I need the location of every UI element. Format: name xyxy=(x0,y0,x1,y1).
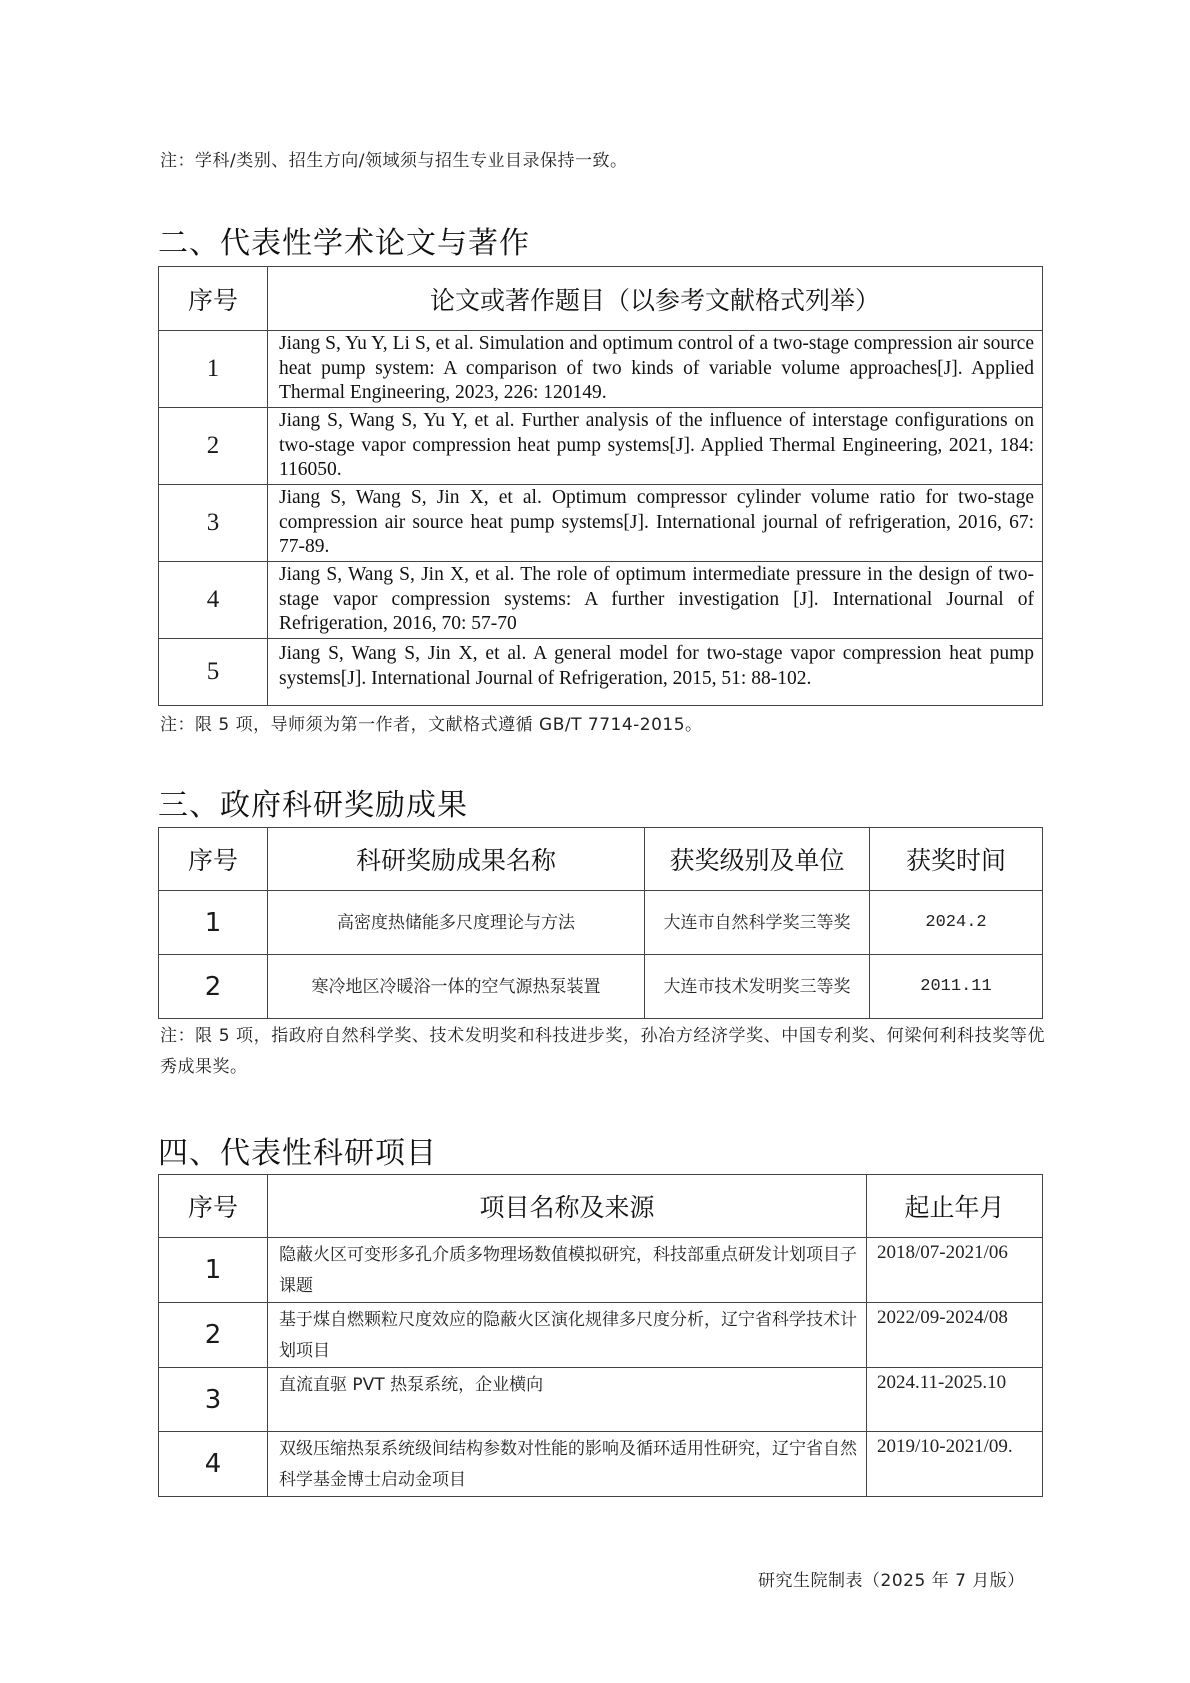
award-time: 2024.2 xyxy=(870,891,1043,955)
award-name: 寒冷地区冷暖浴一体的空气源热泵装置 xyxy=(268,955,645,1019)
project-period: 2022/09-2024/08 xyxy=(867,1303,1043,1368)
awards-header-level: 获奖级别及单位 xyxy=(645,828,870,891)
paper-no: 1 xyxy=(159,331,268,408)
project-no: 2 xyxy=(159,1303,268,1368)
project-name: 直流直驱 PVT 热泵系统，企业横向 xyxy=(268,1368,867,1432)
project-period: 2024.11-2025.10 xyxy=(867,1368,1043,1432)
table-row xyxy=(159,1368,1043,1432)
projects-table xyxy=(158,1174,1043,1497)
paper-no: 2 xyxy=(159,408,268,485)
paper-citation: Jiang S, Wang S, Jin X, et al. A general model for two-stage vapor compression heat pump systems[J]. International Journal of Refrigeration, 2015, 51: 88-102. xyxy=(268,639,1043,706)
project-name: 双级压缩热泵系统级间结构参数对性能的影响及循环适用性研究，辽宁省自然科学基金博士启动金项目 xyxy=(268,1432,867,1497)
awards-table xyxy=(158,827,1043,1019)
form-version-footer: 研究生院制表（2025 年 7 月版） xyxy=(758,1571,1025,1591)
awards-header-time: 获奖时间 xyxy=(870,828,1043,891)
table-row xyxy=(159,891,1043,955)
awards-header-no: 序号 xyxy=(159,828,268,891)
papers-table xyxy=(158,266,1043,706)
table-row xyxy=(159,1432,1043,1497)
papers-header-row xyxy=(159,267,1043,331)
awards-header-name: 科研奖励成果名称 xyxy=(268,828,645,891)
table-row xyxy=(159,408,1043,485)
paper-no: 3 xyxy=(159,485,268,562)
table-row xyxy=(159,639,1043,706)
papers-section-title: 二、代表性学术论文与著作 xyxy=(158,226,530,261)
awards-note: 注：限 5 项，指政府自然科学奖、技术发明奖和科技进步奖，孙冶方经济学奖、中国专利奖、何梁何利科技奖等优秀成果奖。 xyxy=(160,1026,1045,1077)
project-period: 2019/10-2021/09. xyxy=(867,1432,1043,1497)
table-row xyxy=(159,331,1043,408)
top-note: 注：学科/类别、招生方向/领域须与招生专业目录保持一致。 xyxy=(160,151,628,171)
award-level: 大连市技术发明奖三等奖 xyxy=(645,955,870,1019)
paper-no: 4 xyxy=(159,562,268,639)
papers-header-no: 序号 xyxy=(159,267,268,331)
project-no: 3 xyxy=(159,1368,268,1432)
paper-citation: Jiang S, Wang S, Yu Y, et al. Further analysis of the influence of interstage configurations on two-stage vapor compression heat pump systems[J]. Applied Thermal Engineering, 2021, 184: 116050. xyxy=(268,408,1043,485)
award-name: 高密度热储能多尺度理论与方法 xyxy=(268,891,645,955)
projects-section-title: 四、代表性科研项目 xyxy=(158,1136,437,1171)
paper-citation: Jiang S, Wang S, Jin X, et al. Optimum compressor cylinder volume ratio for two-stage compression air source heat pump systems[J]. International journal of refrigeration, 2016, 67: 77-89. xyxy=(268,485,1043,562)
paper-no: 5 xyxy=(159,639,268,706)
project-name: 隐蔽火区可变形多孔介质多物理场数值模拟研究，科技部重点研发计划项目子课题 xyxy=(268,1238,867,1303)
table-row xyxy=(159,1238,1043,1303)
project-name: 基于煤自燃颗粒尺度效应的隐蔽火区演化规律多尺度分析，辽宁省科学技术计划项目 xyxy=(268,1303,867,1368)
project-no: 1 xyxy=(159,1238,268,1303)
award-time: 2011.11 xyxy=(870,955,1043,1019)
project-period: 2018/07-2021/06 xyxy=(867,1238,1043,1303)
awards-header-row xyxy=(159,828,1043,891)
award-no: 2 xyxy=(159,955,268,1019)
papers-header-title: 论文或著作题目（以参考文献格式列举） xyxy=(268,267,1043,331)
table-row xyxy=(159,562,1043,639)
table-row xyxy=(159,485,1043,562)
projects-header-row xyxy=(159,1175,1043,1238)
projects-header-name: 项目名称及来源 xyxy=(268,1175,867,1238)
papers-note: 注：限 5 项，导师须为第一作者，文献格式遵循 GB/T 7714-2015。 xyxy=(160,715,703,735)
award-no: 1 xyxy=(159,891,268,955)
projects-header-period: 起止年月 xyxy=(867,1175,1043,1238)
table-row xyxy=(159,955,1043,1019)
award-level: 大连市自然科学奖三等奖 xyxy=(645,891,870,955)
project-no: 4 xyxy=(159,1432,268,1497)
projects-header-no: 序号 xyxy=(159,1175,268,1238)
awards-section-title: 三、政府科研奖励成果 xyxy=(158,788,468,823)
paper-citation: Jiang S, Yu Y, Li S, et al. Simulation and optimum control of a two-stage compression air source heat pump system: A comparison of two kinds of variable volume approaches[J]. Applied Thermal Engineering, 2023, 226: 120149. xyxy=(268,331,1043,408)
paper-citation: Jiang S, Wang S, Jin X, et al. The role of optimum intermediate pressure in the design of two-stage vapor compression systems: A further investigation [J]. International Journal of Refrigeration, 2016, 70: 57-70 xyxy=(268,562,1043,639)
table-row xyxy=(159,1303,1043,1368)
